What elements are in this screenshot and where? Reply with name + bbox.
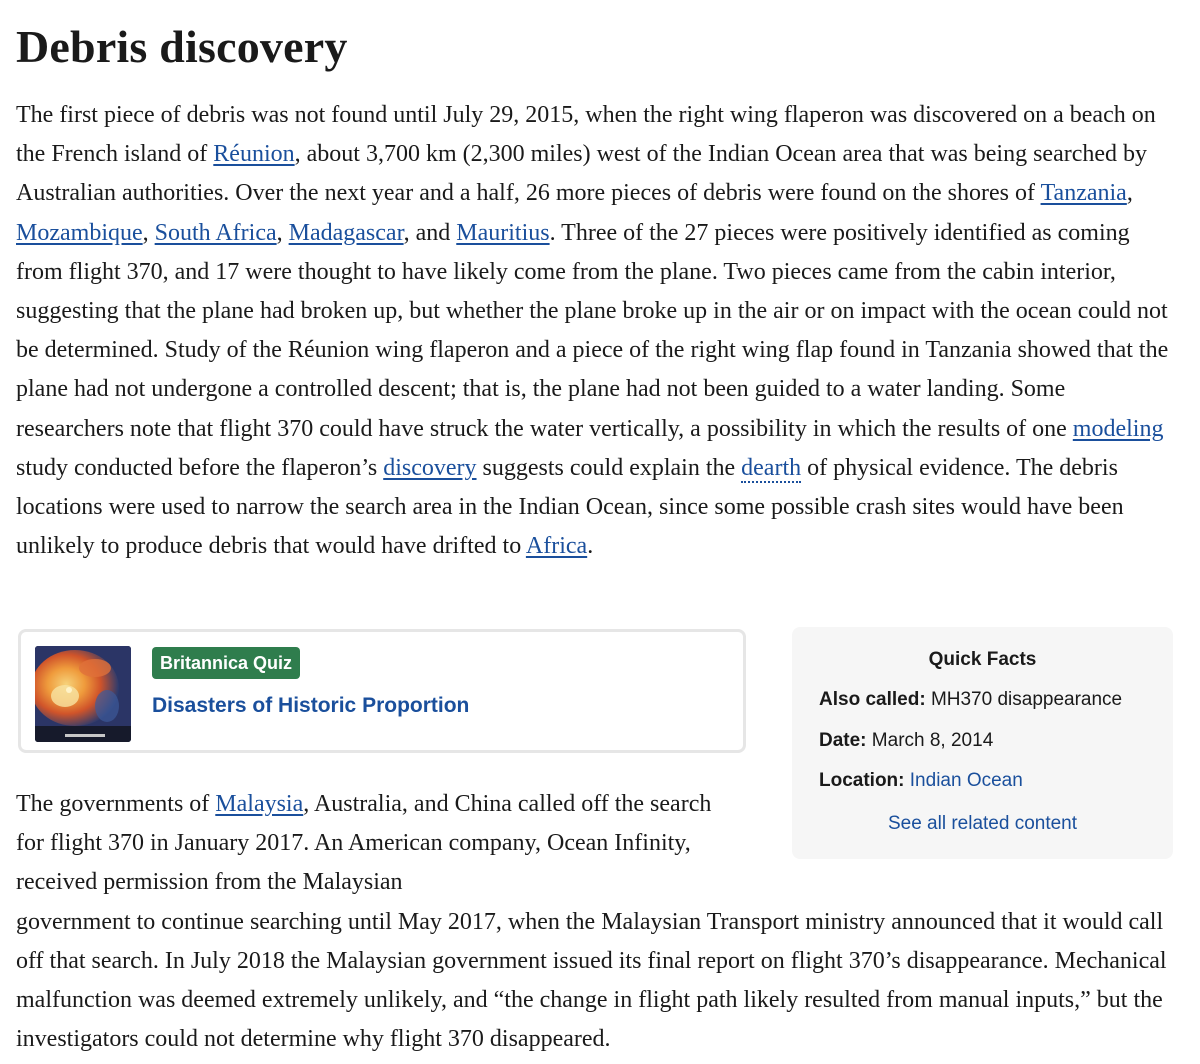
fact-label: Also called:	[819, 689, 926, 710]
paragraph-text: , and	[403, 219, 457, 246]
paragraph-wrapped-text	[16, 785, 736, 903]
fact-label: Date:	[819, 730, 867, 751]
paragraph-text: suggests could explain the	[476, 454, 742, 481]
link-south-africa[interactable]: South Africa	[154, 219, 277, 246]
fact-label: Location:	[819, 770, 905, 791]
link-reunion[interactable]: Réunion	[213, 141, 295, 168]
paragraph-text: , Australia, and China called off the search for flight 370 in January 2017. An American company, Ocean Infinity, received permission from the Malaysian	[16, 791, 712, 896]
paragraph-text: The first piece of debris was not found until July 29, 2015, when the right wing flaperon was discovered on a beach on the French island of	[16, 102, 1156, 168]
paragraph-text: study conducted before the flaperon’s	[16, 454, 384, 481]
fact-value: MH370 disappearance	[930, 689, 1123, 710]
link-modeling[interactable]: modeling	[1072, 415, 1164, 442]
link-mozambique[interactable]: Mozambique	[16, 219, 143, 246]
paragraph-text: , about 3,700 km (2,300 miles) west of the Indian Ocean area that was being searched by Australian authorities. Over the next year and a half, 26 more pieces of debris were found on the shores of	[16, 141, 1148, 207]
quick-facts-title: Quick Facts	[928, 649, 1037, 670]
quiz-card[interactable]	[18, 629, 746, 753]
link-tanzania[interactable]: Tanzania	[1040, 180, 1127, 207]
paragraph-text: . Three of the 27 pieces were positively identified as coming from flight 370, and 17 were thought to have likely come from the plane. Two pieces came from the cabin interior, suggesting that the plane had broken up, but whether the plane broke up in the air or on impact with the ocean could not be determined. Study of the Réunion wing flaperon and a piece of the right wing flap found in Tanzania showed that the plane had not undergone a controlled descent; that is, the plane had not been guided to a water landing. Some researchers note that flight 370 could have struck the water vertically, a possibility in which the results of one	[16, 219, 1169, 442]
link-discovery[interactable]: discovery	[383, 454, 477, 481]
section-heading: Debris discovery	[16, 21, 348, 72]
fact-also-called	[819, 689, 1122, 711]
definition-dearth[interactable]: dearth	[741, 454, 802, 481]
location-link[interactable]: Indian Ocean	[909, 770, 1023, 791]
quiz-badge: Britannica Quiz	[152, 647, 300, 679]
article-paragraph	[16, 96, 1176, 566]
link-africa[interactable]: Africa	[525, 533, 588, 560]
hurricane-satellite-image	[35, 646, 131, 742]
quiz-title-link[interactable]: Disasters of Historic Proportion	[152, 694, 470, 717]
article-paragraph	[16, 785, 1176, 1059]
paragraph-text: ,	[276, 219, 289, 246]
paragraph-text: of physical evidence. The debris locations were used to narrow the search area in the Indian Ocean, since some possible crash sites would have been unlikely to produce debris that would have drifted to	[16, 454, 1124, 560]
paragraph-text: The governments of	[16, 791, 216, 817]
paragraph-text: ,	[1126, 180, 1133, 207]
link-madagascar[interactable]: Madagascar	[288, 219, 404, 246]
paragraph-text: ,	[142, 219, 155, 246]
see-all-related-link[interactable]: See all related content	[887, 813, 1078, 834]
link-malaysia[interactable]: Malaysia	[215, 791, 304, 817]
fact-date	[819, 730, 993, 752]
paragraph-text: government to continue searching until May 2017, when the Malaysian Transport ministry announced that it would call off that search. In July 2018 the Malaysian government issued its final report on flight 370’s disappearance. Mechanical malfunction was deemed extremely unlikely, and “the change in flight path likely resulted from manual inputs,” but the investigators could not determine why flight 370 disappeared.	[16, 908, 1167, 1053]
quiz-thumbnail[interactable]	[35, 646, 131, 742]
link-mauritius[interactable]: Mauritius	[456, 219, 550, 246]
paragraph-text: .	[587, 533, 594, 560]
fact-value: March 8, 2014	[871, 730, 994, 751]
